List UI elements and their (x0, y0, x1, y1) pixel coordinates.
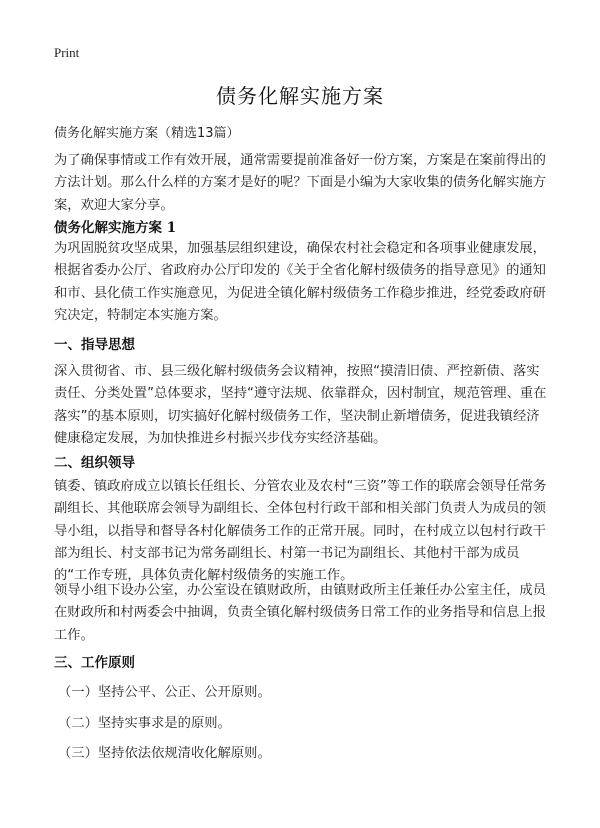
leadership-heading: 二、组织领导 (54, 455, 135, 471)
intro-paragraph: 为了确保事情或工作有效开展，通常需要提前准备好一份方案，方案是在案前得出的方法计划。那么什么样的方案才是好的呢？下面是小编为大家收集的债务化解实施方案，欢迎大家分享。 (54, 153, 546, 213)
leadership-paragraph-2: 领导小组下设办公室，办公室设在镇财政所，由镇财政所主任兼任办公室主任，成员在财政所和村两委会中抽调，负责全镇化解村级债务日常工作的业务指导和信息上报工作。 (54, 583, 546, 643)
page-title: 债务化解实施方案 (216, 84, 384, 108)
leadership-paragraph-1: 镇委、镇政府成立以镇长任组长、分管农业及农村“三资”等工作的联席会领导任常务副组长、其他联席会领导为副组长、全体包村行政干部和相关部门负责人为成员的领导小组，以指导和督导各村化解债务工作的正常开展。同时，在村成立以包村行政干部为组长、村支部书记为常务副组长、村第一书记为副组长、其他村干部为成员的“工作专班，具体负责化解村级债务的实施工作。 (54, 479, 547, 584)
principles-heading: 三、工作原则 (54, 655, 135, 671)
guiding-heading: 一、指导思想 (54, 337, 135, 353)
print-label[interactable]: Print (54, 45, 80, 60)
section1-paragraph: 为巩固脱贫攻坚成果，加强基层组织建设，确保农村社会稳定和各项事业健康发展，根据省委办公厅、省政府办公厅印发的《关于全省化解村级债务的指导意见》的通知和市、县化债工作实施意见，为促进全镇化解村级债务工作稳步推进，经党委政府研究决定，特制定本实施方案。 (54, 241, 546, 323)
principle-item-1: （一）坚持公平、公正、公开原则。 (58, 685, 271, 700)
principle-item-2: （二）坚持实事求是的原则。 (58, 716, 231, 731)
guiding-paragraph: 深入贯彻省、市、县三级化解村级债务会议精神，按照“摸清旧债、严控新债、落实责任、分类处置”总体要求，坚持“遵守法规、依靠群众，因村制宜，规范管理、重在落实”的基本原则，切实搞好化解村级债务工作，坚决制止新增债务，促进我镇经济健康稳定发展，为加快推进乡村振兴步伐夯实经济基础。 (54, 364, 547, 446)
section1-heading: 债务化解实施方案 1 (54, 220, 177, 236)
principle-item-3: （三）坚持依法依规清收化解原则。 (58, 746, 271, 761)
document-subtitle: 债务化解实施方案（精选13篇） (54, 126, 240, 141)
